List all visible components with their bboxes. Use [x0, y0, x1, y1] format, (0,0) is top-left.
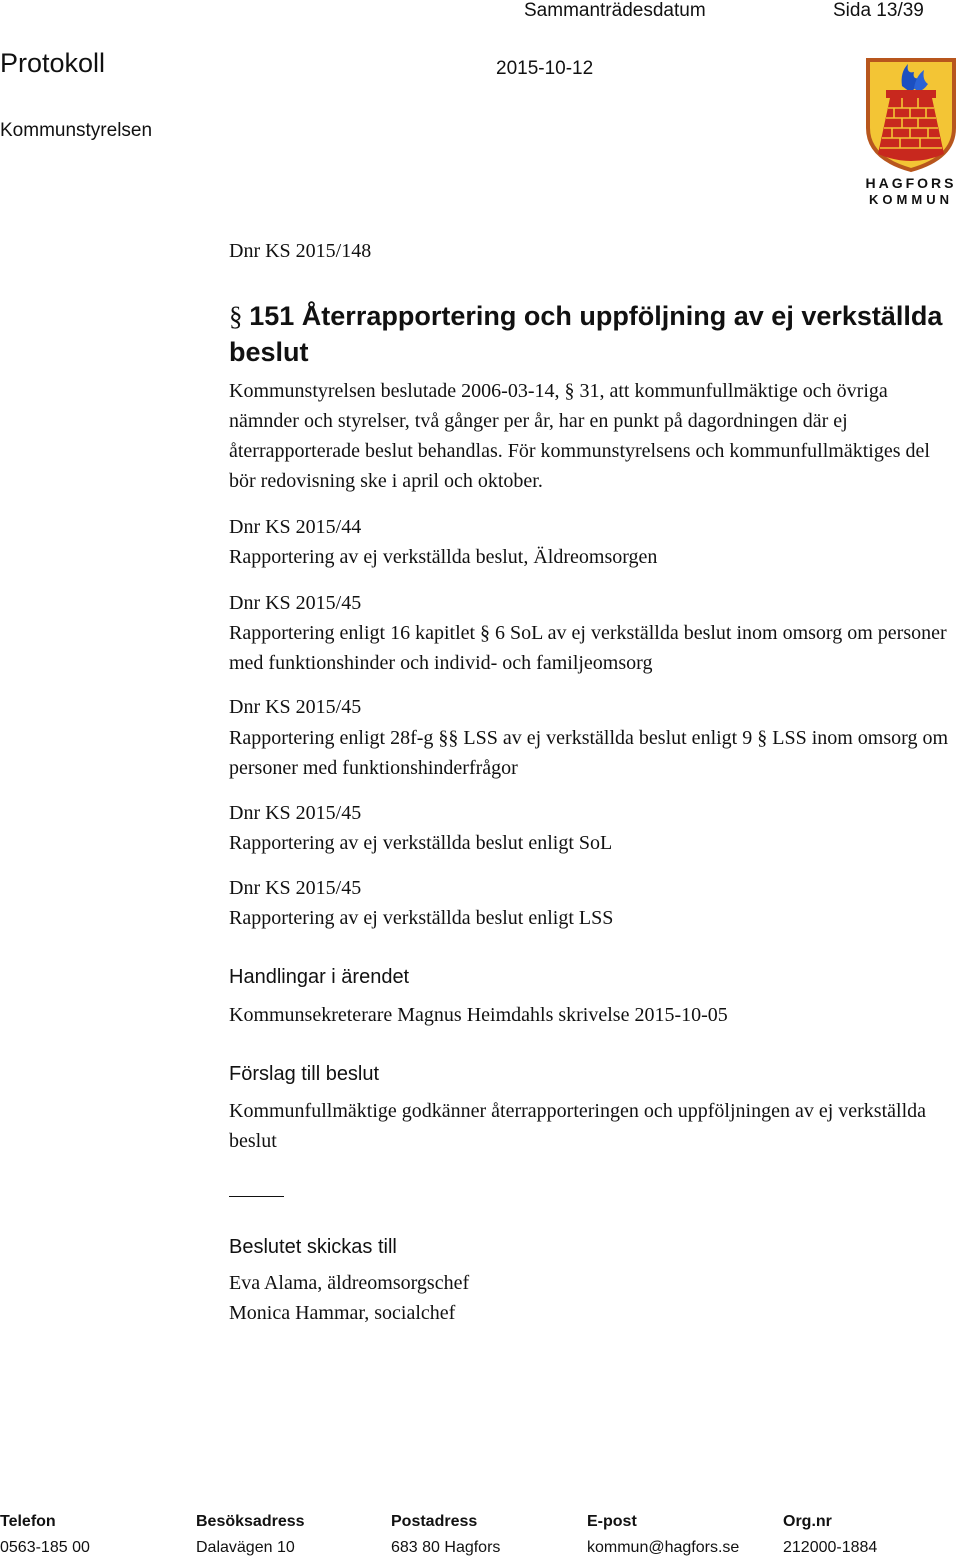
sent-to-heading: Beslutet skickas till [229, 1236, 397, 1258]
proposal-heading: Förslag till beslut [229, 1063, 380, 1085]
intro-paragraph: Kommunstyrelsen beslutade 2006-03-14, § 31, att kommunfullmäktige och övriga nämnder och styrelser, två gånger per år, har en punkt på dagordningen där ej återrapporterade beslut behandlas. För kommunstyrelsens och kommunfullmäktiges del bör redovisning ske i april och oktober. [229, 380, 930, 492]
footer-orgnr: 212000-1884 [783, 1539, 878, 1556]
governing-body: Kommunstyrelsen [0, 120, 153, 141]
report-dnr: Dnr KS 2015/45 [229, 696, 362, 718]
logo-text-kommun: KOMMUN [869, 192, 953, 207]
meeting-date: 2015-10-12 [496, 58, 594, 79]
shield-logo-icon [862, 58, 960, 208]
footer-email[interactable]: kommun@hagfors.se [587, 1539, 740, 1556]
report-dnr: Dnr KS 2015/44 [229, 516, 362, 538]
footer-label-email: E-post [587, 1513, 637, 1530]
document-type: Protokoll [0, 48, 106, 78]
report-dnr: Dnr KS 2015/45 [229, 877, 362, 899]
footer-label-visit: Besöksadress [196, 1513, 305, 1530]
footer-phone: 0563-185 00 [0, 1539, 90, 1556]
documents-text: Kommunsekreterare Magnus Heimdahls skrivelse 2015-10-05 [229, 1004, 728, 1026]
footer-label-phone: Telefon [0, 1513, 56, 1530]
report-text: Rapportering av ej verkställda beslut enligt SoL [229, 832, 613, 854]
report-text: Rapportering enligt 28f-g §§ LSS av ej verkställda beslut enligt 9 § LSS inom omsorg om personer med funktionshinderfrågor [229, 727, 949, 779]
recipient: Monica Hammar, socialchef [229, 1302, 456, 1324]
divider [229, 1196, 284, 1197]
item-dnr: Dnr KS 2015/148 [229, 240, 372, 262]
page-number: Sida 13/39 [833, 0, 924, 21]
proposal-text: Kommunfullmäktige godkänner återrapporteringen och uppföljningen av ej verkställda beslut [229, 1100, 927, 1152]
footer-label-orgnr: Org.nr [783, 1513, 832, 1530]
footer-label-postal: Postadress [391, 1513, 478, 1530]
report-text: Rapportering enligt 16 kapitlet § 6 SoL av ej verkställda beslut inom omsorg om personer med funktionshinder och individ- och familjeomsorg [229, 622, 947, 674]
report-dnr: Dnr KS 2015/45 [229, 802, 362, 824]
item-heading-text: 151 Återrapportering och uppföljning av ej verkställda beslut [229, 301, 943, 367]
meeting-date-label: Sammanträdesdatum [524, 0, 706, 21]
hagfors-kommun-logo [862, 58, 960, 208]
footer-visit-address: Dalavägen 10 [196, 1539, 295, 1556]
recipient: Eva Alama, äldreomsorgschef [229, 1272, 470, 1294]
report-text: Rapportering av ej verkställda beslut, Äldreomsorgen [229, 546, 658, 568]
report-dnr: Dnr KS 2015/45 [229, 592, 362, 614]
item-heading [229, 298, 949, 370]
documents-heading: Handlingar i ärendet [229, 966, 410, 988]
footer-postal-address: 683 80 Hagfors [391, 1539, 501, 1556]
report-text: Rapportering av ej verkställda beslut enligt LSS [229, 907, 614, 929]
logo-text-hagfors: HAGFORS [865, 175, 957, 191]
section-sign: § [229, 301, 250, 331]
